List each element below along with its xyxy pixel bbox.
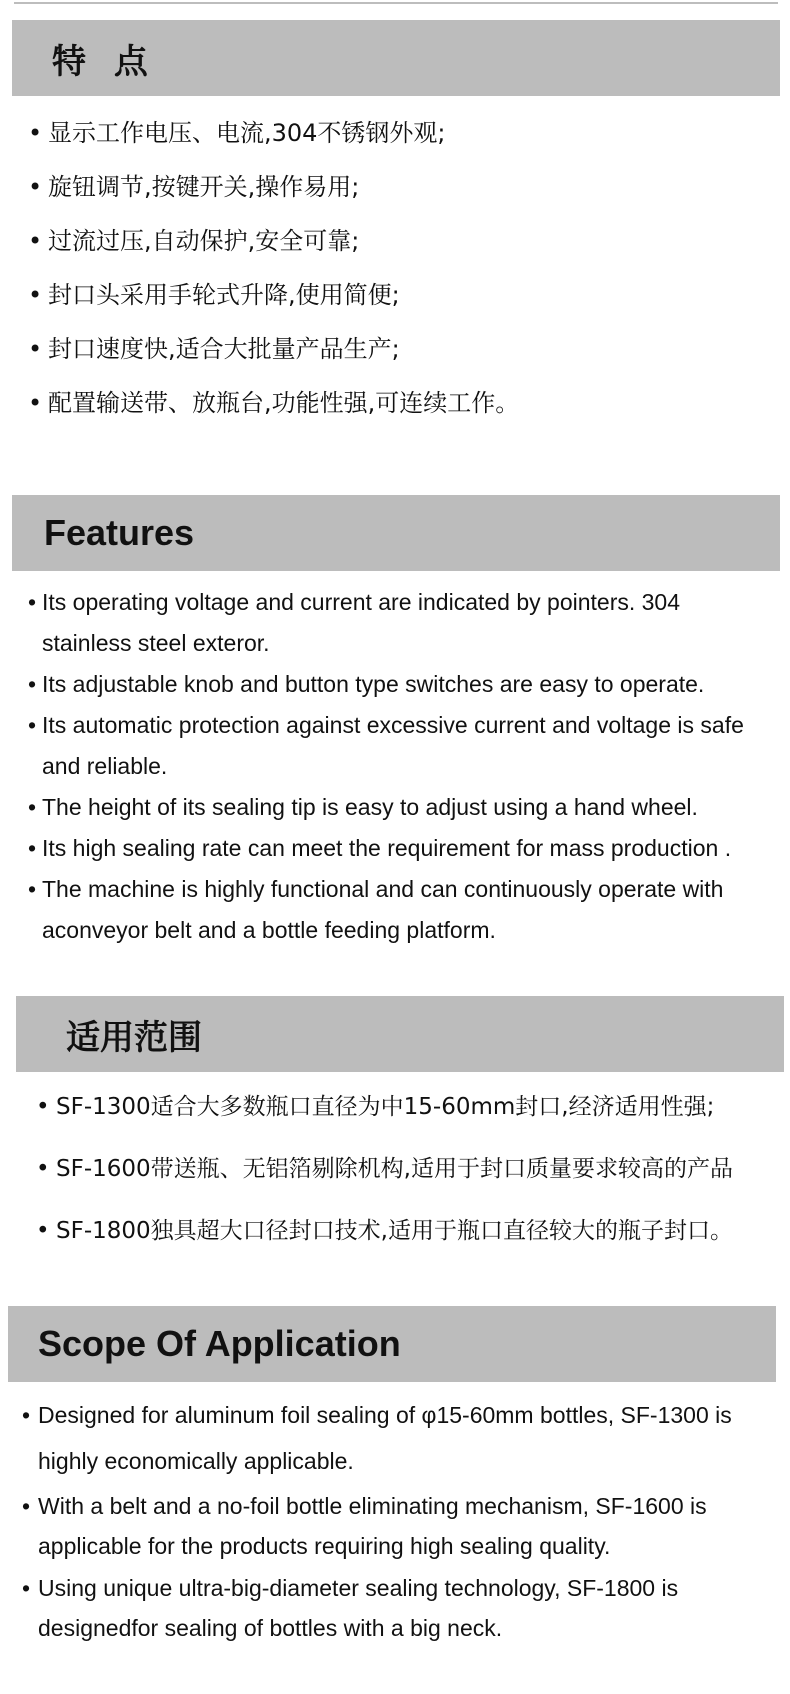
list-item: • 封口速度快,适合大批量产品生产; <box>28 335 400 363</box>
list-item: • 过流过压,自动保护,安全可靠; <box>28 227 360 255</box>
list-item: • 封口头采用手轮式升降,使用简便; <box>28 281 400 309</box>
list-item: • 显示工作电压、电流,304不锈钢外观; <box>28 119 446 147</box>
scope-en-list <box>22 1392 762 1648</box>
list-item: • SF-1800独具超大口径封口技术,适用于瓶口直径较大的瓶子封口。 <box>36 1218 733 1244</box>
list-item: • Designed for aluminum foil sealing of φ15-60mm bottles, SF-1300 is highly economically applicable. <box>22 1402 732 1474</box>
list-item: • With a belt and a no-foil bottle eliminating mechanism, SF-1600 is applicable for the products requiring high sealing quality. <box>22 1493 707 1559</box>
section-header-scope-zh <box>16 996 784 1072</box>
section-title: Scope Of Application <box>38 1323 401 1364</box>
list-item: • Its automatic protection against excessive current and voltage is safe and reliable. <box>28 712 744 779</box>
section-title: 特 点 <box>52 41 156 82</box>
section-header-scope-en <box>8 1306 776 1382</box>
list-item: • 旋钮调节,按键开关,操作易用; <box>28 173 360 201</box>
list-item: • The machine is highly functional and can continuously operate with aconveyor belt and a bottle feeding platform. <box>28 876 724 943</box>
scope-zh-list <box>36 1089 784 1275</box>
section-header-features-en <box>12 495 780 571</box>
list-item: • The height of its sealing tip is easy to adjust using a hand wheel. <box>28 794 698 820</box>
features-en-list <box>28 582 758 951</box>
section-header-features-zh <box>12 20 780 96</box>
list-item: • SF-1600带送瓶、无铝箔剔除机构,适用于封口质量要求较高的产品 <box>36 1156 733 1182</box>
list-item: • Using unique ultra-big-diameter sealing technology, SF-1800 is designedfor sealing of bottles with a big neck. <box>22 1575 679 1641</box>
list-item: • 配置输送带、放瓶台,功能性强,可连续工作。 <box>28 389 520 417</box>
list-item: • Its operating voltage and current are indicated by pointers. 304 stainless steel exteror. <box>28 589 681 656</box>
features-zh-list <box>28 116 778 440</box>
list-item: • Its high sealing rate can meet the requirement for mass production . <box>28 835 732 861</box>
section-title: Features <box>44 512 195 553</box>
top-divider <box>14 2 778 4</box>
list-item: • SF-1300适合大多数瓶口直径为中15-60mm封口,经济适用性强; <box>36 1094 715 1120</box>
section-title: 适用范围 <box>66 1017 202 1058</box>
list-item: • Its adjustable knob and button type switches are easy to operate. <box>28 671 705 697</box>
